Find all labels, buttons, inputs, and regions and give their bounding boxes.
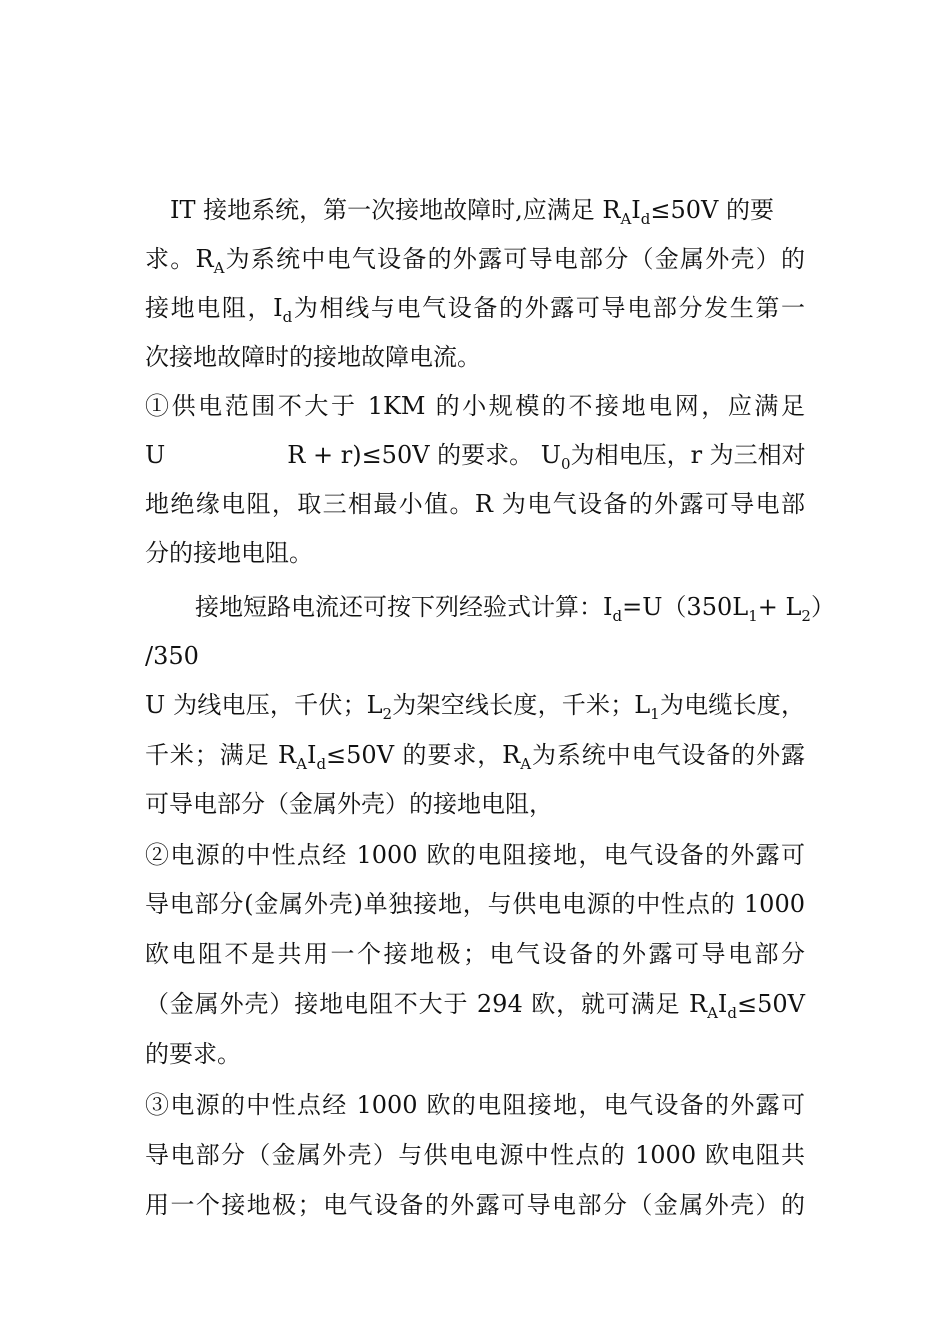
subscript: 2 [382,705,393,723]
text-run: ≤50V [737,990,805,1018]
text-run: U 为线电压，千伏；L [145,691,383,719]
text-line [145,486,805,522]
text-run: IT 接地系统，第一次接地故障时,应满足 R [170,196,621,224]
subscript: 2 [801,607,811,625]
text-line [145,437,806,473]
text-line [145,339,481,375]
text-run: 为系统中电气设备的外露可导电部分（金属外壳）的 [224,245,805,273]
text-run: 次接地故障时的接地故障电流。 [145,343,481,371]
subscript: A [296,755,307,773]
text-run: I [717,990,728,1018]
subscript: 1 [748,607,758,625]
text-run: 的要求。 [145,1040,241,1068]
text-run: 为架空线长度，千米；L [392,691,651,719]
text-line [170,192,805,228]
text-run: 千米；满足 R [145,741,297,769]
text-line [145,1087,805,1123]
subscript: d [316,755,327,773]
subscript: d [727,1004,738,1022]
text-run: =U（350L [622,593,749,621]
text-run: 接地短路电流还可按下列经验式计算：I [195,593,613,621]
subscript: A [707,1004,718,1022]
text-run: 地绝缘电阻，取三相最小值。R 为电气设备的外露可导电部 [145,490,805,518]
text-line [145,1137,805,1173]
subscript: d [640,210,651,228]
subscript: A [620,210,632,228]
text-line [195,589,835,625]
subscript: d [612,607,623,625]
text-line [145,290,805,326]
text-line [145,638,199,674]
text-line [145,886,805,922]
text-line [145,241,805,277]
text-run: I [631,196,641,224]
subscript: A [213,259,225,277]
text-line [145,737,805,773]
text-run: 为系统中电气设备的外露 [531,741,805,769]
text-run: 为相电压，r 为三相对 [570,441,806,469]
text-run: ③电源的中性点经 1000 欧的电阻接地，电气设备的外露可 [145,1091,805,1119]
subscript: 1 [650,705,660,723]
text-line [145,535,313,571]
text-run: + L [757,593,802,621]
text-run: U R + r)≤50V 的要求。 U [145,441,562,469]
text-run: 欧电阻不是共用一个接地极；电气设备的外露可导电部分 [145,940,805,968]
text-line [145,1187,805,1223]
text-run: 为相线与电气设备的外露可导电部分发生第一 [292,294,806,322]
text-run: /350 [145,642,199,670]
subscript: A [520,755,532,773]
subscript: d [282,308,293,326]
text-line [145,936,805,972]
text-run: 可导电部分（金属外壳）的接地电阻， [145,790,553,818]
text-line [145,786,553,822]
text-run: ≤50V 的要求，R [326,741,521,769]
text-run: ） [810,593,835,621]
text-line [145,986,805,1022]
subscript: 0 [561,455,571,473]
text-run: 为电缆长度， [659,691,806,719]
text-run: 分的接地电阻。 [145,539,313,567]
text-line [145,837,805,873]
text-run: ②电源的中性点经 1000 欧的电阻接地，电气设备的外露可 [145,841,805,869]
text-line [145,1036,241,1072]
text-line [145,388,805,424]
text-run: ①供电范围不大于 1KM 的小规模的不接地电网，应满足 [145,392,805,420]
text-run: I [306,741,317,769]
text-run: ≤50V 的要 [650,196,774,224]
text-run: 求。R [145,245,214,273]
text-run: 导电部分（金属外壳）与供电电源中性点的 1000 欧电阻共 [145,1141,805,1169]
text-run: 用一个接地极；电气设备的外露可导电部分（金属外壳）的 [145,1191,805,1219]
text-run: 接地电阻，I [145,294,283,322]
text-run: （金属外壳）接地电阻不大于 294 欧，就可满足 R [145,990,708,1018]
text-line [145,687,805,723]
text-run: 导电部分(金属外壳)单独接地，与供电电源的中性点的 1000 [145,890,805,918]
